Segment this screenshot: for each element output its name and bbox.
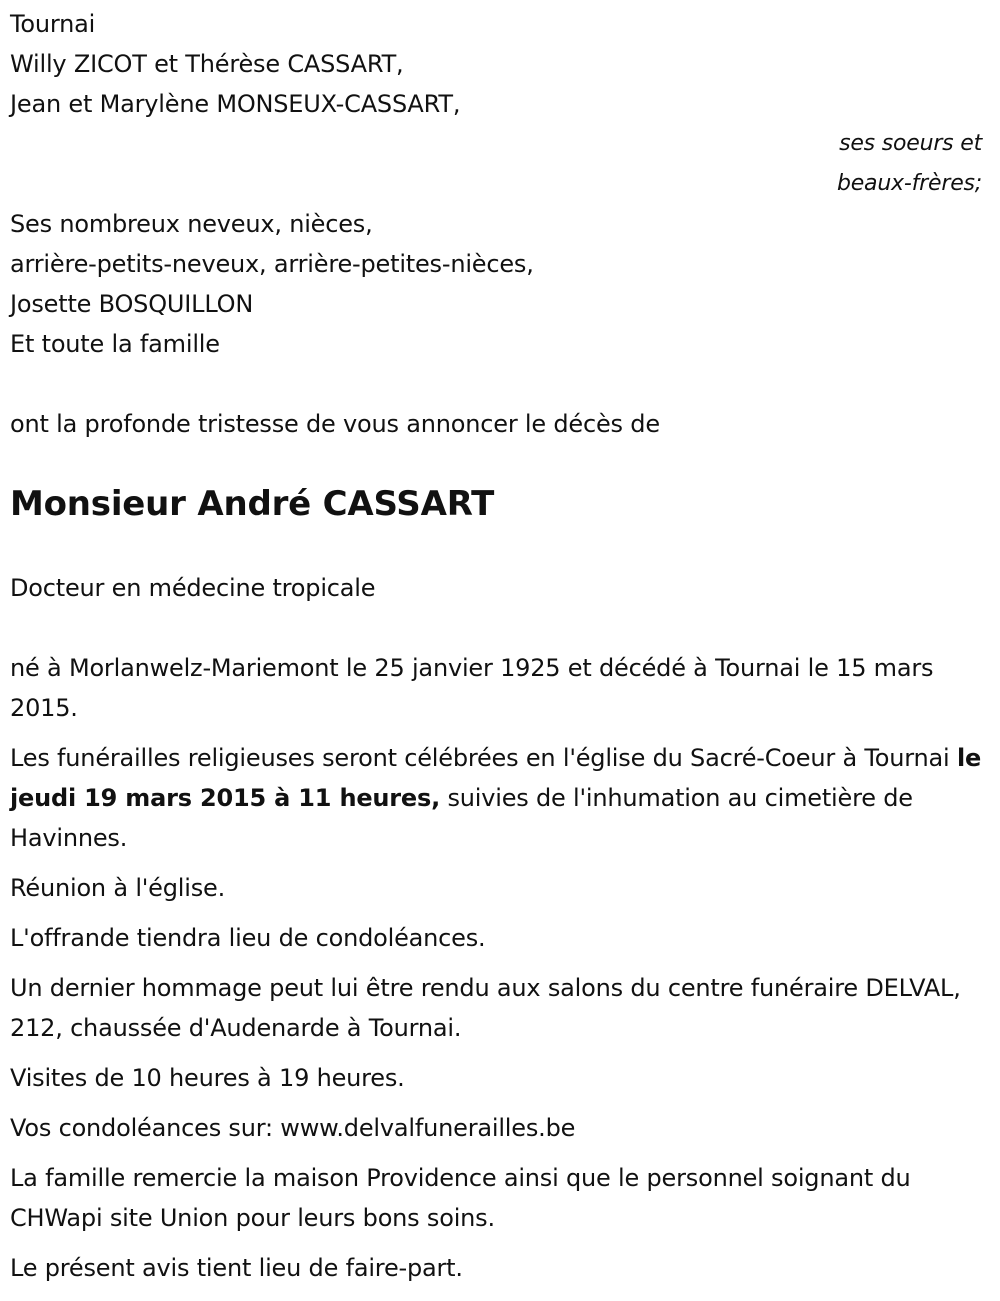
family-line: Willy ZICOT et Thérèse CASSART, <box>10 50 404 78</box>
family-line: Josette BOSQUILLON <box>10 290 254 318</box>
family-line: Jean et Marylène MONSEUX-CASSART, <box>10 90 461 118</box>
paragraph: Un dernier hommage peut lui être rendu aux salons du centre funéraire DELVAL, 212, chaussée d'Audenarde à Tournai. <box>10 974 961 1042</box>
obituary-notice <box>0 4 1000 1288</box>
family-line: Ses nombreux neveux, nièces, <box>10 210 373 238</box>
announcement: ont la profonde tristesse de vous annoncer le décès de <box>10 410 660 438</box>
birth-death: né à Morlanwelz-Mariemont le 25 janvier 1925 et décédé à Tournai le 15 mars 2015. <box>10 654 934 722</box>
funeral-details: Les funérailles religieuses seront célébrées en l'église du Sacré-Coeur à Tournai le jeudi 19 mars 2015 à 11 heures, suivies de l'inhumation au cimetière de Havinnes. <box>10 744 982 852</box>
paragraph: La famille remercie la maison Providence ainsi que le personnel soignant du CHWapi site Union pour leurs bons soins. <box>10 1164 911 1232</box>
family-line: Et toute la famille <box>10 330 220 358</box>
relation-label: beaux-frères; <box>836 171 982 196</box>
funeral-date: le jeudi 19 mars 2015 à 11 heures, <box>10 744 982 812</box>
paragraph: L'offrande tiendra lieu de condoléances. <box>10 924 486 952</box>
location: Tournai <box>10 10 96 38</box>
paragraph: Le présent avis tient lieu de faire-part. <box>10 1254 463 1282</box>
relation-label: ses soeurs et <box>839 131 982 156</box>
family-line: arrière-petits-neveux, arrière-petites-nièces, <box>10 250 534 278</box>
deceased-title: Docteur en médecine tropicale <box>10 574 376 602</box>
paragraph: Réunion à l'église. <box>10 874 226 902</box>
condolences-link: Vos condoléances sur: www.delvalfunerailles.be <box>10 1114 576 1142</box>
paragraph: Visites de 10 heures à 19 heures. <box>10 1064 405 1092</box>
deceased-name: Monsieur André CASSART <box>10 484 495 524</box>
